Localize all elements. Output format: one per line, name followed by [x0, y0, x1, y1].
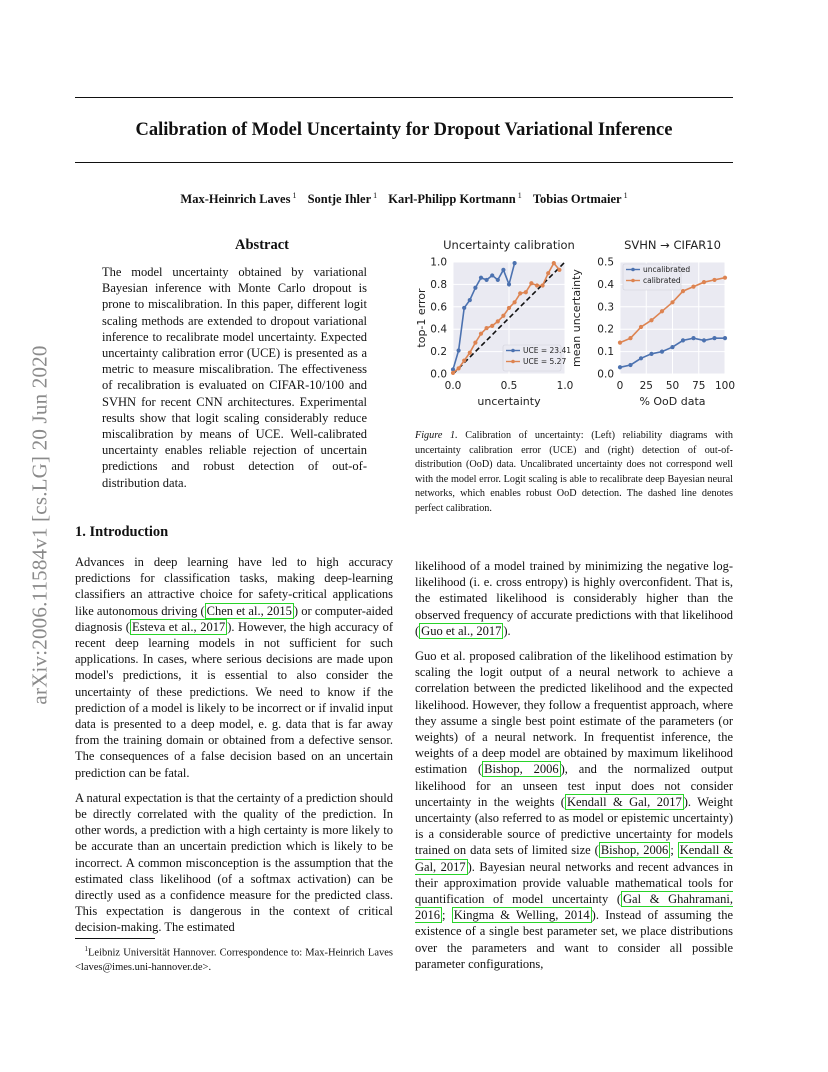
author-name: Karl-Philipp Kortmann — [388, 192, 516, 207]
legend-marker — [511, 349, 515, 353]
figure-1-charts — [415, 232, 736, 417]
affiliation-mark: 1 — [623, 191, 628, 200]
data-point — [451, 371, 455, 375]
data-point — [485, 278, 489, 282]
y-tick-label: 0.5 — [597, 256, 614, 269]
x-tick-label: 75 — [692, 380, 706, 392]
data-point — [681, 289, 685, 293]
data-point — [681, 338, 685, 342]
data-point — [479, 276, 483, 280]
y-tick-label: 0.0 — [597, 368, 614, 381]
abstract-text: The model uncertainty obtained by variational Bayesian inference with Monte Carlo dropout is prone to miscalibration. In this paper, different logit scaling methods are extended to dropout variational inference to recalibrate model uncertainty. Expected uncertainty calibration error (UCE) is presented as a metric to measure miscalibration. The effectiveness of recalibration is evaluated on CIFAR-10/100 and SVHN for recent CNN architectures. Experimental results show that logit scaling considerably reduce miscalibration by means of UCE. Well-calibrated uncertainty enables reliable rejection of uncertain predictions and robust detection of out-of-distribution data. — [102, 265, 367, 490]
caption-label: Figure 1. — [415, 430, 458, 441]
data-point — [496, 278, 500, 282]
data-point — [457, 366, 461, 370]
data-point — [490, 324, 494, 328]
paragraph: Guo et al. proposed calibration of the likelihood estimation by scaling the logit output of a neural network to achieve a correlation between the predicted likelihood and the expected likelihood. However, they follow a frequentist approach, where they assume a single best point estimate of the parameters (or weights) of a neural network. In frequentist inference, the weights of a deep model are obtained by maximum likelihood estimation ( Bishop, 2006 ), and the normalized output likelihood for an unseen test input does not consider uncertainty in the weights ( Kendall & Gal, 2017 ). Weight uncertainty (also referred to as model or epistemic uncertainty) is a considerable source of predictive uncertainty for models trained on data sets of limited size ( Bishop, 2006 ; Kendall & Gal, 2017 ). Bayesian neural networks and recent advances in their approximation provide valuable mathematical tools for quantification of model uncertainty ( Gal & Ghahramani, 2016 ; Kingma & Welling, 2014 ). Instead of assuming the existence of a single best parameter set, we place distributions over the parameters and want to consider all possible parameter configurations, — [415, 649, 733, 971]
data-point — [702, 280, 706, 284]
data-point — [670, 300, 674, 304]
data-point — [535, 283, 539, 287]
data-point — [649, 318, 653, 322]
citation-link[interactable]: Kendall & Gal, 2017 — [415, 843, 733, 874]
top-rule — [75, 97, 733, 98]
data-point — [513, 300, 517, 304]
affiliation-mark: 1 — [517, 191, 522, 200]
legend-marker — [511, 360, 515, 364]
footnote-mark: 1 — [84, 945, 88, 953]
chart-panel-1 — [415, 238, 575, 408]
footnote — [75, 942, 393, 975]
affiliation-mark: 1 — [292, 191, 297, 200]
data-point — [501, 314, 505, 318]
author — [388, 192, 521, 206]
data-point — [485, 326, 489, 330]
data-point — [552, 261, 556, 265]
citation-link[interactable]: Bishop, 2006 — [600, 843, 669, 858]
data-point — [479, 332, 483, 336]
citation-link[interactable]: Esteva et al., 2017 — [131, 619, 226, 634]
chart-title: SVHN → CIFAR10 — [624, 238, 721, 252]
data-point — [618, 365, 622, 369]
data-point — [473, 286, 477, 290]
data-point — [513, 261, 517, 265]
paragraph: Advances in deep learning have led to high accuracy predictions for classification tasks, making deep-learning classifiers an attractive choice for safety-critical applications like autonomous driving ( Chen et al., 2015 ) or computer-aided diagnosis ( Esteva et al., 2017 ). However, the high accuracy of recent deep learning models in not sufficient for such applications. In cases, where serious decisions are made upon model's predictions, it is essential to also consider the uncertainty of these predictions. We need to know if the prediction of a model is likely to be incorrect or if invalid input data is presented to a deep model, e. g. data that is far away from the training domain or obtained from a defective sensor. The consequences of a false decision based on an uncertain prediction can be fatal. — [75, 555, 394, 780]
x-tick-label: 0.0 — [444, 380, 462, 392]
paper-title: Calibration of Model Uncertainty for Dropout Variational Inference — [135, 120, 673, 140]
author-name: Max-Heinrich Laves — [180, 192, 291, 207]
data-point — [518, 291, 522, 295]
data-point — [628, 363, 632, 367]
data-point — [462, 358, 466, 362]
paragraph: A natural expectation is that the certainty of a prediction should be directly correlated with the quality of the prediction. In other words, a prediction with a high certainty is more likely to be accurate than an uncertain prediction which is likely to be incorrect. A common misconception is the assumption that the estimated class likelihood (of a softmax activation) can be directly used as a confidence measure for the predicted class. This expectation is dangerous in the context of critical decision-making. The estimated — [75, 790, 393, 935]
x-axis-label: uncertainty — [477, 395, 541, 408]
legend — [623, 264, 690, 290]
author — [308, 192, 378, 206]
data-point — [529, 281, 533, 285]
y-tick-label: 0.0 — [430, 368, 447, 381]
data-point — [541, 283, 545, 287]
x-tick-label: 0.5 — [500, 380, 518, 392]
y-tick-label: 0.2 — [430, 346, 447, 359]
x-tick-label: 100 — [714, 380, 736, 392]
data-point — [618, 341, 622, 345]
title-rule — [75, 162, 733, 163]
data-point — [468, 298, 472, 302]
citation-link[interactable]: Bishop, 2006 — [484, 762, 559, 777]
footnote-rule — [75, 938, 155, 939]
footnote-text: Leibniz Universität Hannover. Correspondence to: Max-Heinrich Laves <laves@imes.uni-hannover.de>. — [75, 947, 394, 973]
x-tick-label: 1.0 — [556, 380, 574, 392]
data-point — [546, 271, 550, 275]
data-point — [660, 309, 664, 313]
data-point — [468, 351, 472, 355]
data-point — [462, 306, 466, 310]
legend-label: calibrated — [643, 276, 681, 285]
citation-link[interactable]: Kingma & Welling, 2014 — [453, 908, 590, 923]
y-tick-label: 0.8 — [430, 278, 447, 291]
author-name: Sontje Ihler — [307, 192, 372, 207]
data-point — [628, 336, 632, 340]
abstract-heading: Abstract — [235, 237, 289, 253]
data-point — [496, 319, 500, 323]
data-point — [723, 336, 727, 340]
data-point — [691, 336, 695, 340]
data-point — [490, 273, 494, 277]
y-axis-label: top-1 error — [415, 288, 428, 348]
data-point — [649, 352, 653, 356]
author — [533, 192, 628, 206]
citation-link[interactable]: Chen et al., 2015 — [206, 603, 292, 618]
data-point — [723, 276, 727, 280]
legend-marker — [631, 268, 635, 272]
paragraph: likelihood of a model trained by minimizing the negative log-likelihood (i. e. cross entropy) is highly overconfident. That is, the estimated likelihood is considerably higher than the observed frequency of accurate predictions with that likelihood ( Guo et al., 2017 ). — [415, 559, 733, 638]
data-point — [457, 348, 461, 352]
arxiv-watermark: arXiv:2006.11584v1 [cs.LG] 20 Jun 2020 — [27, 345, 52, 705]
data-point — [712, 278, 716, 282]
data-point — [507, 282, 511, 286]
citation-link[interactable]: Kendall & Gal, 2017 — [566, 794, 682, 809]
data-point — [473, 341, 477, 345]
chart-panel-2 — [570, 238, 735, 408]
data-point — [639, 325, 643, 329]
data-point — [660, 350, 664, 354]
legend-label: uncalibrated — [643, 265, 691, 274]
data-point — [524, 290, 528, 294]
y-tick-label: 0.4 — [597, 278, 614, 291]
affiliation-mark: 1 — [373, 191, 378, 200]
left-column — [75, 554, 393, 945]
legend-label: UCE = 23.41 — [523, 346, 571, 355]
citation-link[interactable]: Gal & Ghahramani, 2016 — [415, 892, 733, 923]
legend-marker — [631, 279, 635, 283]
y-tick-label: 0.6 — [430, 301, 447, 314]
legend-label: UCE = 5.27 — [523, 357, 567, 366]
data-point — [702, 338, 706, 342]
data-point — [639, 356, 643, 360]
y-tick-label: 1.0 — [430, 256, 447, 269]
section-heading: 1. Introduction — [75, 524, 169, 540]
x-axis-label: % OoD data — [639, 395, 706, 408]
citation-link[interactable]: Guo et al., 2017 — [421, 623, 502, 638]
data-point — [691, 285, 695, 289]
right-column — [415, 558, 733, 981]
legend — [503, 345, 571, 371]
data-point — [712, 336, 716, 340]
y-tick-label: 0.2 — [597, 323, 614, 336]
data-point — [670, 345, 674, 349]
data-point — [501, 268, 505, 272]
figure-caption — [415, 429, 733, 517]
y-tick-label: 0.3 — [597, 301, 614, 314]
author-list — [75, 191, 733, 207]
data-point — [507, 306, 511, 310]
y-axis-label: mean uncertainty — [570, 269, 583, 367]
y-tick-label: 0.4 — [430, 323, 447, 336]
x-tick-label: 50 — [665, 380, 680, 392]
y-tick-label: 0.1 — [597, 346, 614, 359]
data-point — [557, 268, 561, 272]
author-name: Tobias Ortmaier — [532, 192, 622, 207]
chart-title: Uncertainty calibration — [443, 238, 575, 252]
caption-text: Calibration of uncertainty: (Left) reliability diagrams with uncertainty calibration error (UCE) and (right) detection of out-of-distribution (OoD) data. Uncalibrated uncertainty does not correspond well with the model error. Logit scaling is able to recalibrate deep Bayesian neural networks, which enables robust OoD detection. The dashed line denotes perfect calibration. — [415, 430, 733, 514]
x-tick-label: 0 — [616, 380, 624, 392]
author — [180, 192, 296, 206]
x-tick-label: 25 — [639, 380, 653, 392]
